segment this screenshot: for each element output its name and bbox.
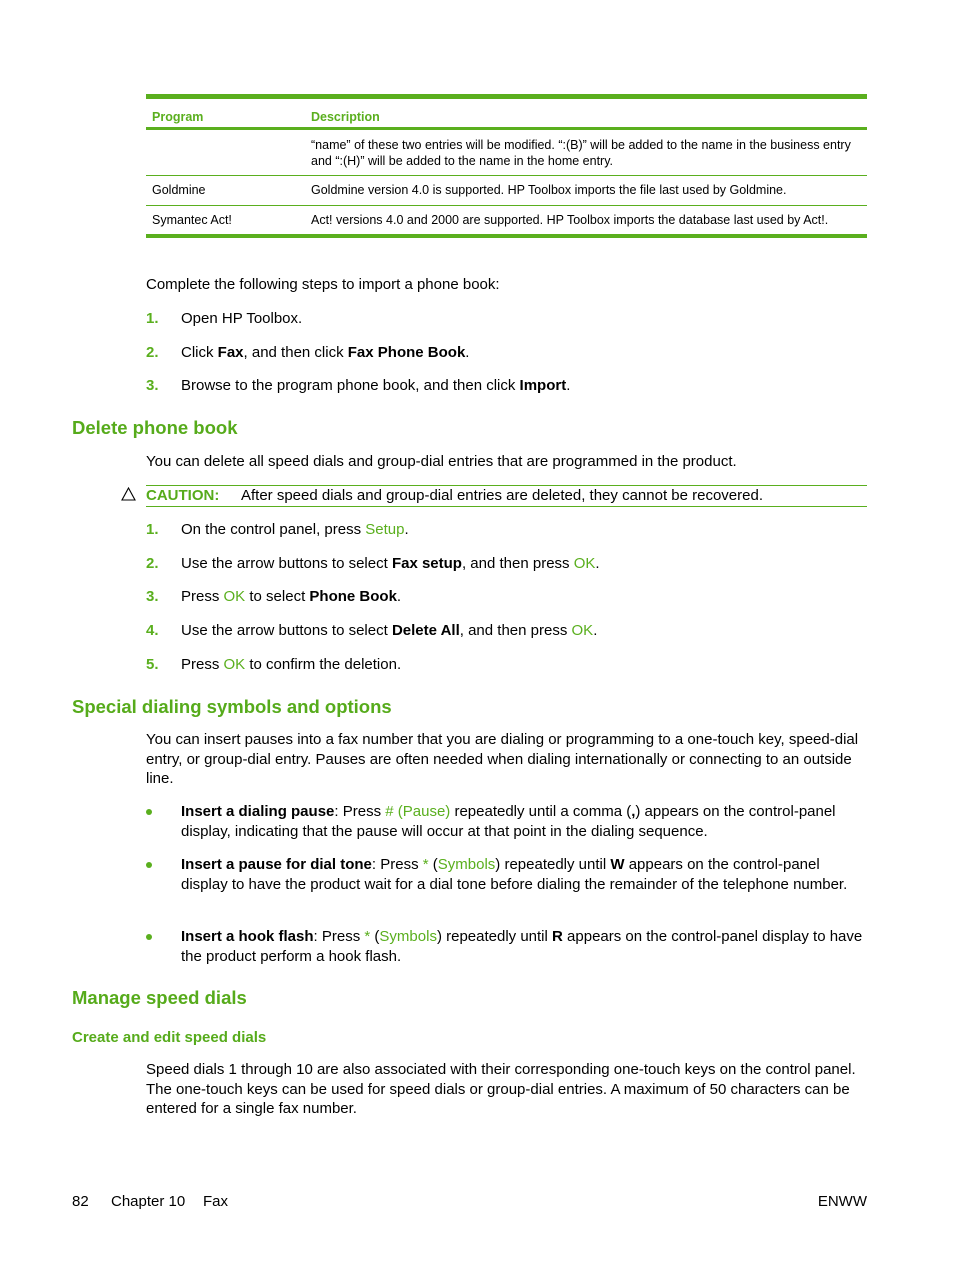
pause-key: # (Pause) <box>385 803 451 820</box>
caution-label: CAUTION: <box>146 487 220 504</box>
setup-key: Setup <box>365 521 405 538</box>
cell-description: Goldmine version 4.0 is supported. HP Toolbox imports the file last used by Goldmine. <box>311 183 787 197</box>
symbols-key: Symbols <box>437 856 496 873</box>
table-row <box>146 130 867 176</box>
warning-triangle-icon <box>121 487 136 506</box>
header-description: Description <box>311 110 380 124</box>
table-header <box>146 99 867 127</box>
footer-enww: ENWW <box>817 1193 867 1210</box>
bullet-icon <box>146 862 152 868</box>
heading-special-dialing: Special dialing symbols and options <box>72 696 392 717</box>
caution-note <box>146 485 867 507</box>
delete-intro: You can delete all speed dials and group-dial entries that are programmed in the product. <box>146 453 737 470</box>
symbols-key: Symbols <box>379 928 437 945</box>
special-intro: You can insert pauses into a fax number that you are dialing or programming to a one-touch key, speed-dial entry, or group-dial entry. Pauses are often needed when dialing internationally or connecting to an outside line. <box>146 731 859 787</box>
cell-description: “name” of these two entries will be modified. “:(B)” will be added to the name in the business entry and “:(H)” will be added to the name in the home entry. <box>311 138 851 168</box>
subheading-create-edit: Create and edit speed dials <box>72 1029 267 1046</box>
heading-delete-phone-book: Delete phone book <box>72 417 238 438</box>
heading-manage-speed-dials: Manage speed dials <box>72 987 247 1008</box>
cell-program: Goldmine <box>152 183 206 197</box>
programs-table <box>146 94 867 238</box>
ok-key: OK <box>223 588 246 605</box>
manage-text: Speed dials 1 through 10 are also associated with their corresponding one-touch keys on the control panel. The one-touch keys can be used for speed dials or group-dial entries. A maximum of 50 characters can be entered for a single fax number. <box>146 1061 856 1117</box>
table-row <box>146 206 867 234</box>
table-bottom-rule <box>146 234 867 238</box>
import-intro: Complete the following steps to import a phone book: <box>146 276 500 293</box>
bullet-icon <box>146 809 152 815</box>
caution-text: After speed dials and group-dial entries are deleted, they cannot be recovered. <box>241 487 763 504</box>
ok-key: OK <box>573 555 596 572</box>
star-key: * <box>364 928 371 945</box>
ok-key: OK <box>223 656 246 673</box>
footer-section: Fax <box>203 1193 229 1210</box>
cell-description: Act! versions 4.0 and 2000 are supported. HP Toolbox imports the database last used by Act!. <box>311 213 829 227</box>
header-program: Program <box>152 110 204 124</box>
footer-chapter: Chapter 10 <box>111 1193 186 1210</box>
bullet-icon <box>146 934 152 940</box>
ok-key: OK <box>571 622 594 639</box>
table-row <box>146 176 867 206</box>
star-key: * <box>422 856 429 873</box>
cell-program: Symantec Act! <box>152 213 232 227</box>
page-number: 82 <box>72 1193 89 1210</box>
